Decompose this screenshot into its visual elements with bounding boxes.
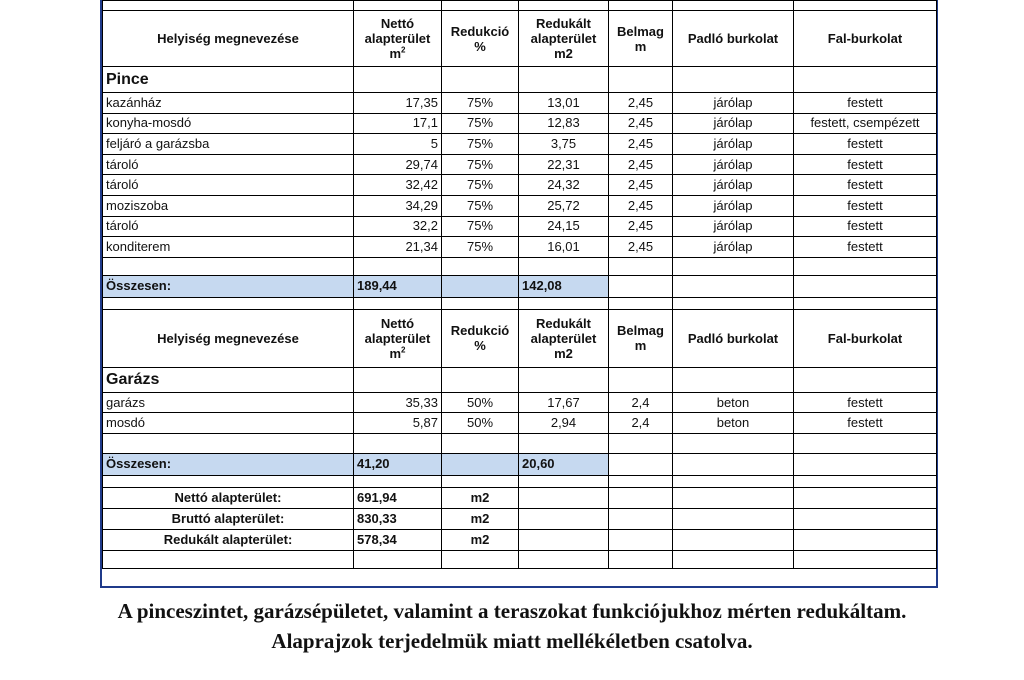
- empty-cell: [609, 487, 673, 508]
- total-label: Összesen:: [103, 453, 354, 475]
- net-area: 29,74: [354, 154, 442, 175]
- header-reduction: Redukció %: [442, 309, 519, 367]
- height: 2,45: [609, 113, 673, 134]
- empty-cell: [609, 1, 673, 11]
- empty-cell: [609, 475, 673, 487]
- spacer-row: [103, 475, 937, 487]
- empty-cell: [519, 297, 609, 309]
- empty-cell: [442, 297, 519, 309]
- empty-cell: [103, 433, 354, 453]
- net-area: 17,1: [354, 113, 442, 134]
- room-name: konyha-mosdó: [103, 113, 354, 134]
- empty-cell: [519, 475, 609, 487]
- bottom-spacer-row: [103, 550, 937, 568]
- table-row: [103, 413, 937, 434]
- empty-cell: [609, 550, 673, 568]
- total-label: Összesen:: [103, 275, 354, 297]
- reduced-area: 24,15: [519, 216, 609, 237]
- summary-value: 691,94: [354, 487, 442, 508]
- wall-covering: festett: [794, 237, 937, 258]
- section-title: Pince: [103, 67, 354, 93]
- empty-cell: [442, 367, 519, 392]
- height: 2,45: [609, 237, 673, 258]
- table-row: [103, 195, 937, 216]
- empty-cell: [103, 475, 354, 487]
- reduction: 75%: [442, 134, 519, 155]
- empty-cell: [673, 453, 794, 475]
- reduced-area: 24,32: [519, 175, 609, 196]
- empty-cell: [794, 433, 937, 453]
- empty-cell: [519, 529, 609, 550]
- table-row: [103, 93, 937, 114]
- empty-cell: [609, 433, 673, 453]
- floor-covering: járólap: [673, 195, 794, 216]
- header-wall: Fal-burkolat: [794, 11, 937, 67]
- empty-cell: [673, 487, 794, 508]
- empty-cell: [673, 529, 794, 550]
- caption-line-2: Alaprajzok terjedelmük miatt mellékéletben csatolva.: [271, 629, 753, 653]
- empty-cell: [519, 433, 609, 453]
- reduced-area: 13,01: [519, 93, 609, 114]
- reduced-area: 3,75: [519, 134, 609, 155]
- reduction: 50%: [442, 413, 519, 434]
- floor-covering: járólap: [673, 113, 794, 134]
- empty-cell: [794, 257, 937, 275]
- empty-cell: [354, 475, 442, 487]
- total-net-area: 189,44: [354, 275, 442, 297]
- caption-line-1: A pinceszintet, garázsépületet, valamint a teraszokat funkciójukhoz mérten redukáltam.: [117, 599, 907, 623]
- room-name: feljáró a garázsba: [103, 134, 354, 155]
- table-row: [103, 237, 937, 258]
- reduced-area: 2,94: [519, 413, 609, 434]
- summary-label: Nettó alapterület:: [103, 487, 354, 508]
- empty-cell: [354, 1, 442, 11]
- height: 2,45: [609, 175, 673, 196]
- total-reduced-area: 142,08: [519, 275, 609, 297]
- empty-cell: [103, 297, 354, 309]
- total-spacer: [442, 275, 519, 297]
- garazs-title-row: [103, 367, 937, 392]
- empty-cell: [519, 1, 609, 11]
- empty-cell: [794, 453, 937, 475]
- empty-cell: [794, 367, 937, 392]
- table-row: [103, 216, 937, 237]
- empty-cell: [442, 550, 519, 568]
- empty-cell: [794, 487, 937, 508]
- height: 2,45: [609, 216, 673, 237]
- reduction: 75%: [442, 216, 519, 237]
- empty-cell: [103, 1, 354, 11]
- summary-row: [103, 508, 937, 529]
- empty-cell: [609, 297, 673, 309]
- empty-cell: [519, 257, 609, 275]
- header-net-area: [354, 11, 442, 67]
- summary-label: Redukált alapterület:: [103, 529, 354, 550]
- reduced-area: 25,72: [519, 195, 609, 216]
- header-net-area: [354, 309, 442, 367]
- header-height: Belmag m: [609, 309, 673, 367]
- section-title: Garázs: [103, 367, 354, 392]
- table-row: [103, 154, 937, 175]
- reduction: 75%: [442, 175, 519, 196]
- empty-cell: [673, 297, 794, 309]
- empty-cell: [354, 297, 442, 309]
- area-table: [102, 0, 937, 569]
- net-area: 32,2: [354, 216, 442, 237]
- header-name: Helyiség megnevezése: [103, 11, 354, 67]
- header-wall: Fal-burkolat: [794, 309, 937, 367]
- empty-cell: [519, 67, 609, 93]
- area-table-sheet: [100, 0, 938, 588]
- floor-covering: járólap: [673, 134, 794, 155]
- spacer-row: [103, 257, 937, 275]
- empty-cell: [519, 487, 609, 508]
- empty-cell: [794, 1, 937, 11]
- empty-cell: [519, 550, 609, 568]
- height: 2,4: [609, 392, 673, 413]
- empty-cell: [673, 475, 794, 487]
- empty-cell: [609, 257, 673, 275]
- net-area: 34,29: [354, 195, 442, 216]
- room-name: mosdó: [103, 413, 354, 434]
- empty-cell: [673, 550, 794, 568]
- spacer-row: [103, 297, 937, 309]
- summary-unit: m2: [442, 529, 519, 550]
- header-height: Belmag m: [609, 11, 673, 67]
- room-name: konditerem: [103, 237, 354, 258]
- room-name: tároló: [103, 216, 354, 237]
- reduction: 75%: [442, 154, 519, 175]
- empty-cell: [794, 297, 937, 309]
- net-area: 17,35: [354, 93, 442, 114]
- room-name: kazánház: [103, 93, 354, 114]
- header-floor: Padló burkolat: [673, 309, 794, 367]
- empty-cell: [442, 1, 519, 11]
- reduced-area: 12,83: [519, 113, 609, 134]
- room-name: tároló: [103, 175, 354, 196]
- empty-cell: [609, 275, 673, 297]
- spacer-row: [103, 433, 937, 453]
- reduction: 75%: [442, 195, 519, 216]
- caption: [0, 596, 1024, 656]
- height: 2,45: [609, 195, 673, 216]
- empty-cell: [609, 367, 673, 392]
- table-row: [103, 175, 937, 196]
- empty-cell: [609, 529, 673, 550]
- empty-cell: [673, 367, 794, 392]
- pince-total-row: [103, 275, 937, 297]
- header-name: Helyiség megnevezése: [103, 309, 354, 367]
- room-name: tároló: [103, 154, 354, 175]
- reduction: 75%: [442, 93, 519, 114]
- header-reduced-area: Redukált alapterület m2: [519, 309, 609, 367]
- floor-covering: beton: [673, 413, 794, 434]
- height: 2,45: [609, 93, 673, 114]
- wall-covering: festett: [794, 134, 937, 155]
- wall-covering: festett: [794, 175, 937, 196]
- summary-label: Bruttó alapterület:: [103, 508, 354, 529]
- empty-cell: [794, 508, 937, 529]
- height: 2,45: [609, 134, 673, 155]
- summary-row: [103, 529, 937, 550]
- empty-cell: [673, 1, 794, 11]
- total-spacer: [442, 453, 519, 475]
- empty-cell: [354, 367, 442, 392]
- reduced-area: 22,31: [519, 154, 609, 175]
- garazs-header-row: [103, 309, 937, 367]
- garazs-total-row: [103, 453, 937, 475]
- reduced-area: 16,01: [519, 237, 609, 258]
- empty-cell: [673, 433, 794, 453]
- wall-covering: festett: [794, 216, 937, 237]
- height: 2,4: [609, 413, 673, 434]
- empty-cell: [794, 529, 937, 550]
- header-net-area-label: Nettó alapterület m: [364, 16, 431, 61]
- room-name: moziszoba: [103, 195, 354, 216]
- empty-cell: [609, 508, 673, 529]
- floor-covering: járólap: [673, 93, 794, 114]
- summary-value: 830,33: [354, 508, 442, 529]
- empty-cell: [442, 257, 519, 275]
- net-area: 5: [354, 134, 442, 155]
- header-floor: Padló burkolat: [673, 11, 794, 67]
- header-reduction: Redukció %: [442, 11, 519, 67]
- net-area: 5,87: [354, 413, 442, 434]
- table-row: [103, 113, 937, 134]
- empty-cell: [354, 433, 442, 453]
- wall-covering: festett: [794, 195, 937, 216]
- empty-cell: [794, 550, 937, 568]
- empty-cell: [519, 508, 609, 529]
- empty-cell: [519, 367, 609, 392]
- wall-covering: festett: [794, 392, 937, 413]
- header-net-area-sup: 2: [401, 45, 406, 55]
- net-area: 35,33: [354, 392, 442, 413]
- height: 2,45: [609, 154, 673, 175]
- pince-header-row: [103, 11, 937, 67]
- total-net-area: 41,20: [354, 453, 442, 475]
- table-row: [103, 134, 937, 155]
- wall-covering: festett: [794, 413, 937, 434]
- reduction: 50%: [442, 392, 519, 413]
- floor-covering: járólap: [673, 154, 794, 175]
- floor-covering: járólap: [673, 216, 794, 237]
- header-net-area-label: Nettó alapterület m: [364, 315, 431, 361]
- summary-value: 578,34: [354, 529, 442, 550]
- empty-cell: [794, 275, 937, 297]
- net-area: 32,42: [354, 175, 442, 196]
- reduction: 75%: [442, 237, 519, 258]
- empty-cell: [354, 257, 442, 275]
- empty-cell: [103, 550, 354, 568]
- empty-cell: [442, 433, 519, 453]
- pince-title-row: [103, 67, 937, 93]
- net-area: 21,34: [354, 237, 442, 258]
- empty-cell: [673, 508, 794, 529]
- empty-cell: [609, 453, 673, 475]
- empty-cell: [673, 67, 794, 93]
- empty-cell: [103, 257, 354, 275]
- summary-unit: m2: [442, 487, 519, 508]
- floor-covering: beton: [673, 392, 794, 413]
- total-reduced-area: 20,60: [519, 453, 609, 475]
- empty-cell: [354, 67, 442, 93]
- wall-covering: festett, csempézett: [794, 113, 937, 134]
- floor-covering: járólap: [673, 237, 794, 258]
- room-name: garázs: [103, 392, 354, 413]
- header-net-area-sup: 2: [401, 345, 406, 355]
- header-reduced-area: Redukált alapterület m2: [519, 11, 609, 67]
- floor-covering: járólap: [673, 175, 794, 196]
- top-spacer-row: [103, 1, 937, 11]
- empty-cell: [609, 67, 673, 93]
- empty-cell: [673, 275, 794, 297]
- reduction: 75%: [442, 113, 519, 134]
- empty-cell: [794, 67, 937, 93]
- empty-cell: [442, 67, 519, 93]
- table-row: [103, 392, 937, 413]
- summary-unit: m2: [442, 508, 519, 529]
- empty-cell: [794, 475, 937, 487]
- empty-cell: [354, 550, 442, 568]
- wall-covering: festett: [794, 93, 937, 114]
- empty-cell: [442, 475, 519, 487]
- wall-covering: festett: [794, 154, 937, 175]
- empty-cell: [673, 257, 794, 275]
- summary-row: [103, 487, 937, 508]
- reduced-area: 17,67: [519, 392, 609, 413]
